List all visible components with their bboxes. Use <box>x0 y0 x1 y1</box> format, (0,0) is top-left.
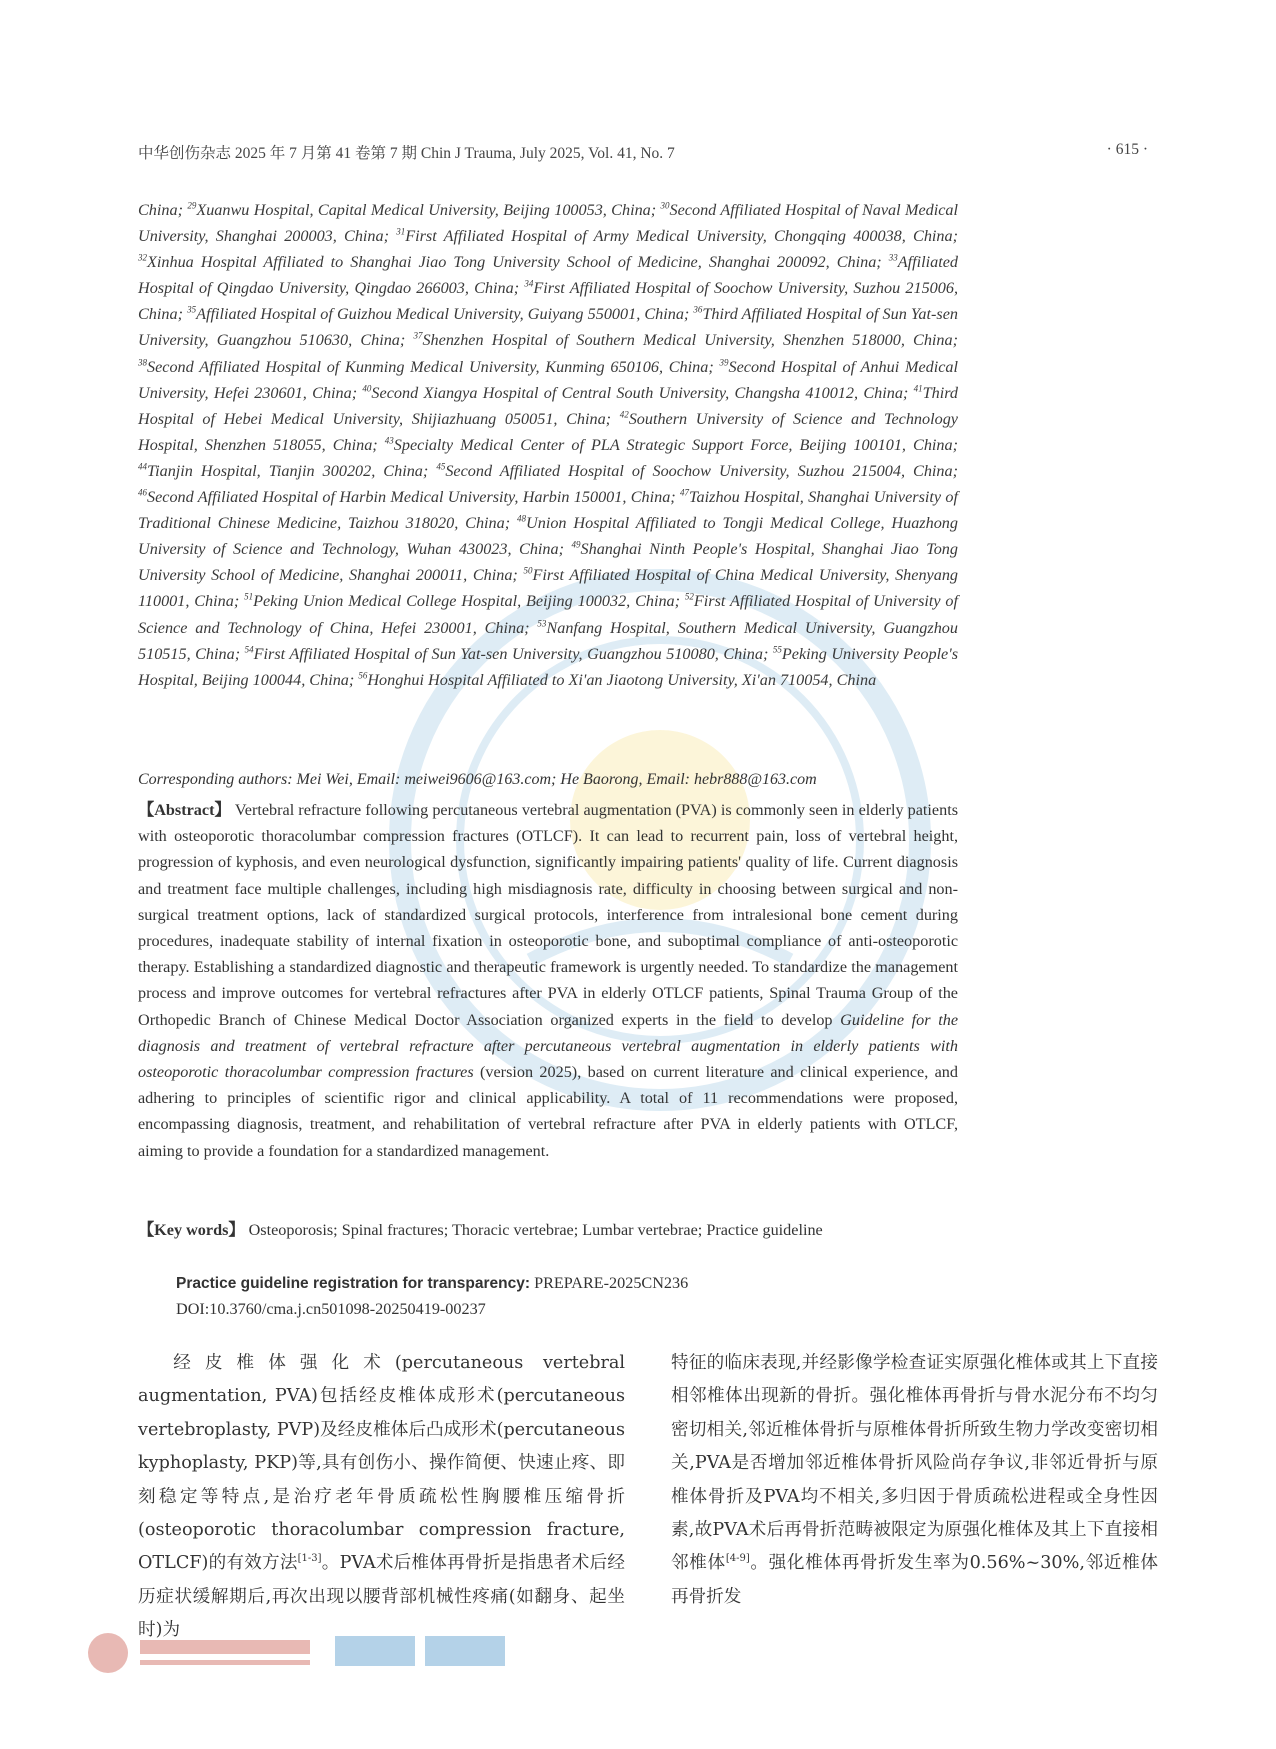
affiliation-text: Third Hospital of Hebei Medical University, Shijiazhuang 050051, China; <box>138 383 959 428</box>
affiliation-number: 54 <box>244 644 254 655</box>
registration-label: Practice guideline registration for transparency: <box>176 1275 531 1292</box>
affiliation-text: Affiliated Hospital of Guizhou Medical University, Guiyang 550001, China; <box>196 305 694 324</box>
affiliation-number: 30 <box>660 200 670 211</box>
affiliation-text: Peking University People's Hospital, Beijing 100044, China; <box>138 644 959 689</box>
registration <box>176 1274 956 1293</box>
affiliations-block <box>138 197 958 693</box>
affiliation-text: Union Hospital Affiliated to Tongji Medical College, Huazhong University of Science and Technology, Wuhan 430023, China; <box>138 514 958 559</box>
abstract-text-2: , based on current literature and clinical experience, and adhering to principles of scientific rigor and clinical applicability. A total of 11 recommendations were proposed, encompassing diagnosis, treatment, and rehabilitation of vertebral refracture after PVA in elderly patients with OTLCF, aiming to provide a foundation for a standardized management. <box>138 1063 958 1160</box>
affiliation-number: 29 <box>187 200 197 211</box>
keywords-label: 【Key words】 <box>138 1221 245 1239</box>
affiliation-number: 48 <box>517 513 527 524</box>
affiliation-number: 41 <box>913 383 923 394</box>
affiliation-number: 40 <box>362 383 372 394</box>
affiliation-number: 51 <box>244 592 254 603</box>
keywords-text: Osteoporosis; Spinal fractures; Thoracic vertebrae; Lumbar vertebrae; Practice guideline <box>244 1221 823 1239</box>
abstract-text-1: Vertebral refracture following percutaneous vertebral augmentation (PVA) is commonly seen in elderly patients with osteoporotic thoracolumbar compression fractures (OTLCF). It can lead to recurrent pain, loss of vertebral height, progression of kyphosis, and even neurological dysfunction, significantly impairing patients' quality of life. Current diagnosis and treatment face multiple challenges, including high misdiagnosis rate, difficulty in choosing between surgical and non-surgical treatment options, lack of standardized surgical protocols, interference from intralesional bone cement during procedures, inadequate stability of internal fixation in osteoporotic bone, and suboptimal compliance of anti-osteoporotic therapy. Establishing a standardized diagnostic and therapeutic framework is urgently needed. To standardize the management process and improve outcomes for vertebral refractures after PVA in elderly OTLCF patients, Spinal Trauma Group of the Orthopedic Branch of Chinese Medical Doctor Association organized experts in the field to develop <box>138 801 958 1029</box>
left-paragraph-part-2: 。PVA术后椎体再骨折是指患者术后经历症状缓解期后,再次出现以腰背部机械性疼痛(如翻身、起坐时)为 <box>138 1553 625 1641</box>
affiliation-text: Second Affiliated Hospital of Soochow University, Suzhou 215004, China; <box>445 461 958 480</box>
affiliation-number: 39 <box>719 357 729 368</box>
affiliation-number: 47 <box>680 487 690 498</box>
affiliation-text: Third Affiliated Hospital of Sun Yat-sen University, Guangzhou 510630, China; <box>138 305 958 350</box>
body-column-left <box>138 1347 625 1648</box>
affiliation-number: 43 <box>384 435 394 446</box>
affiliation-number: 50 <box>523 565 533 576</box>
affiliation-number: 44 <box>138 461 147 472</box>
affiliation-text: Second Affiliated Hospital of Harbin Medical University, Harbin 150001, China; <box>147 488 681 507</box>
affiliation-prefix: China; <box>138 201 188 219</box>
affiliation-text: Xuanwu Hospital, Capital Medical University, Beijing 100053, China; <box>196 201 661 219</box>
affiliation-number: 49 <box>571 539 581 550</box>
body-column-right <box>671 1347 1158 1614</box>
affiliation-text: Nanfang Hospital, Southern Medical University, Guangzhou 510515, China; <box>138 618 958 663</box>
affiliation-text: Affiliated Hospital of Qingdao University, Qingdao 266003, China; <box>138 253 958 298</box>
affiliation-number: 55 <box>772 644 782 655</box>
affiliation-text: Honghui Hospital Affiliated to Xi'an Jiaotong University, Xi'an 710054, China <box>367 670 877 689</box>
affiliation-number: 33 <box>888 252 898 263</box>
page-number: · 615 · <box>1106 141 1148 158</box>
affiliation-text: Specialty Medical Center of PLA Strategic Support Force, Beijing 100101, China; <box>393 435 958 454</box>
affiliation-text: Peking Union Medical College Hospital, Beijing 100032, China; <box>253 592 685 611</box>
doi: DOI:10.3760/cma.j.cn501098-20250419-00237 <box>176 1300 486 1318</box>
affiliation-text: Second Hospital of Anhui Medical University, Hefei 230601, China; <box>138 357 958 402</box>
corresponding-authors: Corresponding authors: Mei Wei, Email: meiwei9606@163.com; He Baorong, Email: hebr888@163.com <box>138 771 817 788</box>
affiliation-number: 52 <box>684 592 694 603</box>
affiliation-number: 42 <box>619 409 629 420</box>
keywords <box>138 1217 958 1243</box>
guideline-title: Guideline for the diagnosis and treatment of vertebral refracture after percutaneous vertebral augmentation in elderly patients with osteoporotic thoracolumbar compression fractures <box>138 1010 959 1082</box>
affiliation-text: Tianjin Hospital, Tianjin 300202, China; <box>147 461 437 480</box>
right-paragraph-part-2: 。强化椎体再骨折发生率为0.56%~30%,邻近椎体再骨折发 <box>671 1553 1158 1607</box>
journal-header: 中华创伤杂志 2025 年 7 月第 41 卷第 7 期 Chin J Trauma, July 2025, Vol. 41, No. 7 <box>138 145 675 162</box>
affiliation-text: Second Affiliated Hospital of Kunming Medical University, Kunming 650106, China; <box>147 357 720 376</box>
abstract <box>138 797 958 1164</box>
affiliation-text: First Affiliated Hospital of Army Medical University, Chongqing 400038, China; <box>405 227 959 246</box>
publisher-logo-watermark <box>80 1628 540 1678</box>
affiliation-text: Southern University of Science and Technology Hospital, Shenzhen 518055, China; <box>138 409 958 454</box>
affiliation-number: 53 <box>537 618 547 629</box>
affiliation-number: 32 <box>138 252 147 263</box>
right-paragraph-part-1: 特征的临床表现,并经影像学检查证实原强化椎体或其上下直接相邻椎体出现新的骨折。强化椎体再骨折与骨水泥分布不均匀密切相关,邻近椎体骨折与原椎体骨折所致生物力学改变密切相关,PVA是否增加邻近椎体骨折风险尚存争议,非邻近骨折与原椎体骨折及PVA均不相关,多归因于骨质疏松进程或全身性因素,故PVA术后再骨折范畴被限定为原强化椎体及其上下直接相邻椎体 <box>671 1353 1158 1574</box>
affiliation-text: Shanghai Ninth People's Hospital, Shanghai Jiao Tong University School of Medicine, Shanghai 200011, China; <box>138 540 958 585</box>
affiliation-number: 38 <box>138 357 147 368</box>
left-paragraph-part-1: 经皮椎体强化术(percutaneous vertebral augmentation, PVA)包括经皮椎体成形术(percutaneous vertebroplasty, PVP)及经皮椎体后凸成形术(percutaneous kyphoplasty, PKP)等,具有创伤小、操作简便、快速止疼、即刻稳定等特点,是治疗老年骨质疏松性胸腰椎压缩骨折(osteoporotic thoracolumbar compression fracture, OTLCF)的有效方法 <box>138 1353 625 1574</box>
affiliation-number: 37 <box>413 331 423 342</box>
affiliation-number: 46 <box>138 487 147 498</box>
affiliation-text: Shenzhen Hospital of Southern Medical University, Shenzhen 518000, China; <box>422 331 958 350</box>
registration-value: PREPARE-2025CN236 <box>530 1274 689 1292</box>
abstract-label: 【Abstract】 <box>138 801 231 819</box>
running-header <box>138 141 1148 165</box>
affiliation-number: 45 <box>436 461 446 472</box>
affiliation-number: 31 <box>396 226 406 237</box>
affiliation-text: First Affiliated Hospital of Sun Yat-sen University, Guangzhou 510080, China; <box>253 644 773 663</box>
affiliation-text: First Affiliated Hospital of China Medical University, Shenyang 110001, China; <box>138 566 959 611</box>
citation-1-3: [1-3] <box>297 1553 322 1565</box>
affiliation-number: 36 <box>693 304 703 315</box>
affiliation-text: First Affiliated Hospital of University of Science and Technology of China, Hefei 230001, China; <box>138 592 959 637</box>
affiliation-number: 35 <box>187 304 197 315</box>
affiliation-text: First Affiliated Hospital of Soochow University, Suzhou 215006, China; <box>138 279 958 324</box>
affiliation-number: 34 <box>524 278 534 289</box>
affiliation-text: Second Affiliated Hospital of Naval Medical University, Shanghai 200003, China; <box>138 201 959 246</box>
guideline-version: (version 2025) <box>473 1063 578 1082</box>
affiliation-text: Xinhua Hospital Affiliated to Shanghai Jiao Tong University School of Medicine, Shanghai 200092, China; <box>147 253 889 272</box>
affiliation-text: Second Xiangya Hospital of Central South University, Changsha 410012, China; <box>371 383 914 402</box>
citation-4-9: [4-9] <box>725 1553 750 1565</box>
affiliation-number: 56 <box>358 670 368 681</box>
affiliation-text: Taizhou Hospital, Shanghai University of Traditional Chinese Medicine, Taizhou 318020, China; <box>138 488 958 533</box>
